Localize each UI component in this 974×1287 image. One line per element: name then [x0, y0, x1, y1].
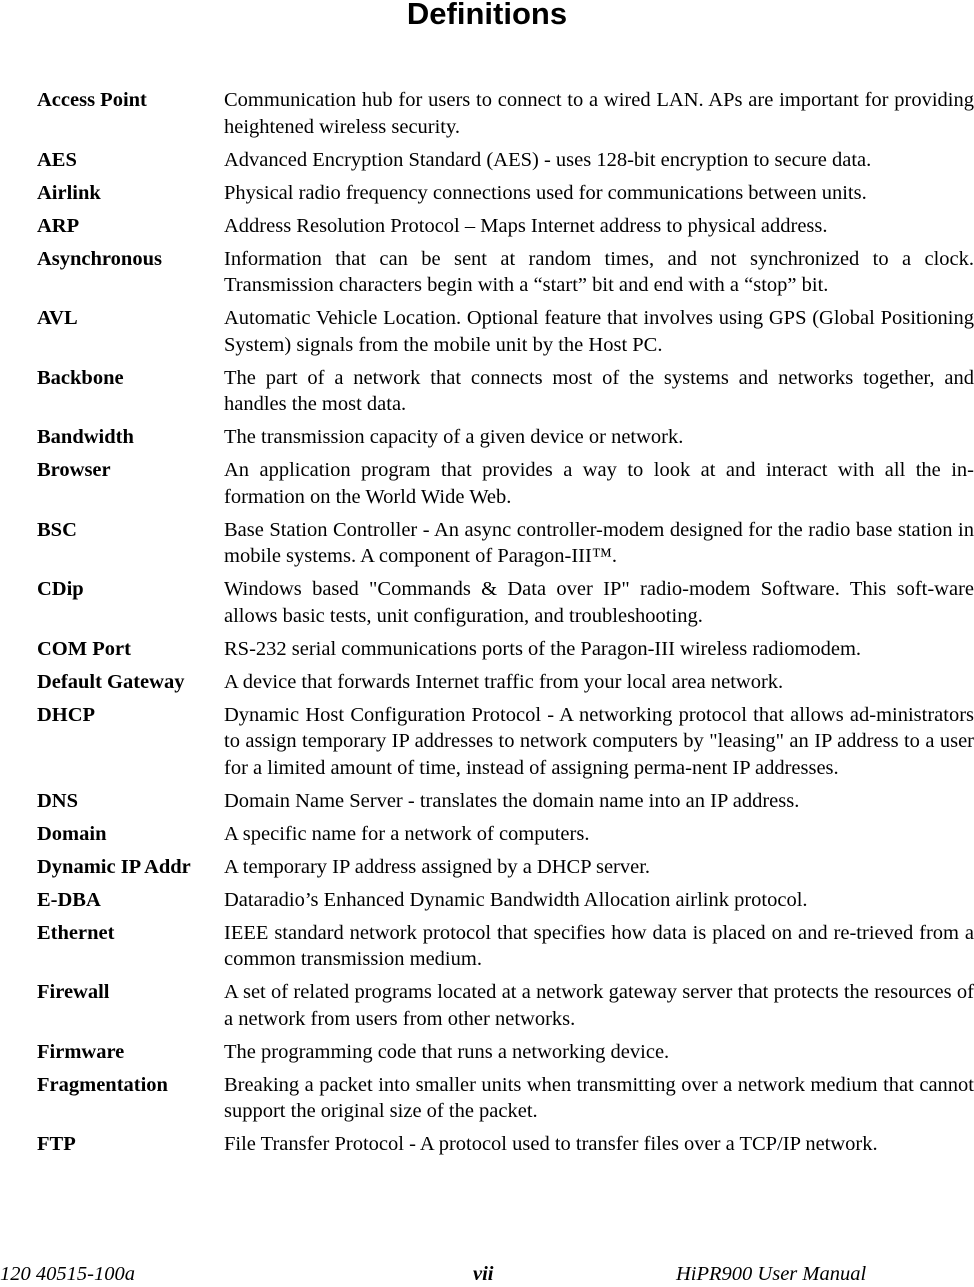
glossary-definition: The programming code that runs a networking device. [224, 1040, 670, 1063]
glossary-definition: A temporary IP address assigned by a DHCP server. [224, 855, 651, 878]
footer-manual-title: HiPR900 User Manual [676, 1263, 867, 1285]
glossary-term: Access Point [37, 89, 147, 111]
glossary-entry [37, 424, 974, 451]
glossary-term: Domain [37, 822, 107, 845]
glossary-definition: A device that forwards Internet traffic from your local area network. [224, 670, 784, 693]
glossary-definition: Dynamic Host Configuration Protocol - A networking protocol that allows ad-ministrators to assign temporary IP addresses to network computers by "leasing" an IP address to a user for a limited amount of time, instead of assigning perma-nent IP addresses. [224, 703, 974, 779]
glossary-definition: Windows based "Commands & Data over IP" radio-modem Software. This soft-ware allows basic tests, unit configuration, and troubleshooting. [224, 578, 974, 627]
glossary-definition: Address Resolution Protocol – Maps Internet address to physical address. [224, 214, 828, 237]
glossary-term: ARP [37, 214, 80, 237]
glossary-term: AES [37, 148, 77, 171]
glossary-term: Asynchronous [37, 247, 162, 270]
glossary-term: Backbone [37, 366, 124, 389]
glossary-definition: Communication hub for users to connect to a wired LAN. APs are important for providing heightened wireless security. [224, 89, 974, 138]
glossary-entry [37, 365, 974, 418]
glossary-entry [37, 1131, 974, 1158]
glossary-term: Airlink [37, 181, 101, 204]
glossary-definition: Breaking a packet into smaller units when transmitting over a network medium that cannot support the original size of the packet. [224, 1073, 974, 1122]
glossary-term: E-DBA [37, 888, 101, 911]
glossary-definition: The transmission capacity of a given device or network. [224, 426, 684, 448]
glossary-entry [37, 576, 974, 629]
glossary-entry [37, 1072, 974, 1125]
glossary-entry [37, 854, 974, 881]
glossary-entry [37, 147, 974, 174]
glossary-entry [37, 788, 974, 815]
glossary-term: Firmware [37, 1040, 125, 1063]
glossary-term: BSC [37, 518, 77, 541]
glossary-definition: Dataradio’s Enhanced Dynamic Bandwidth Allocation airlink protocol. [224, 888, 808, 911]
glossary-definition: Automatic Vehicle Location. Optional feature that involves using GPS (Global Positioning System) signals from the mobile unit by the Host PC. [224, 307, 974, 356]
glossary-entry [37, 87, 974, 140]
glossary-definition: A set of related programs located at a network gateway server that protects the resources of a network from users from other networks. [224, 981, 974, 1030]
page-footer [0, 1261, 974, 1287]
glossary-entry [37, 979, 974, 1032]
glossary-definition: Advanced Encryption Standard (AES) - uses 128-bit encryption to secure data. [224, 148, 872, 171]
glossary-entry [37, 887, 974, 914]
glossary-entry [37, 702, 974, 782]
footer-page-number: vii [473, 1263, 494, 1285]
glossary-list [37, 87, 974, 1164]
glossary-term: Firewall [37, 981, 110, 1003]
glossary-term: DHCP [37, 703, 96, 726]
glossary-definition: Base Station Controller - An async controller-modem designed for the radio base station in mobile systems. A component of Paragon-III™. [224, 518, 974, 567]
glossary-term: Fragmentation [37, 1073, 168, 1096]
glossary-term: Default Gateway [37, 670, 185, 693]
glossary-definition: File Transfer Protocol - A protocol used to transfer files over a TCP/IP network. [224, 1133, 878, 1155]
glossary-entry [37, 517, 974, 570]
glossary-definition: The part of a network that connects most of the systems and networks together, and handles the most data. [224, 366, 974, 415]
glossary-entry [37, 213, 974, 240]
glossary-entry [37, 920, 974, 973]
glossary-definition: RS-232 serial communications ports of the Paragon-III wireless radiomodem. [224, 637, 862, 660]
glossary-definition: IEEE standard network protocol that specifies how data is placed on and re-trieved from a common transmission medium. [224, 921, 974, 970]
glossary-term: COM Port [37, 637, 131, 660]
glossary-entry [37, 669, 974, 696]
glossary-term: CDip [37, 578, 84, 600]
glossary-term: Bandwidth [37, 426, 134, 448]
glossary-entry [37, 1039, 974, 1066]
glossary-term: Browser [37, 459, 111, 481]
glossary-entry [37, 246, 974, 299]
glossary-term: Dynamic IP Addr [37, 855, 191, 878]
glossary-entry [37, 180, 974, 207]
page-title: Definitions [406, 0, 568, 31]
glossary-term: AVL [37, 307, 78, 329]
glossary-term: FTP [37, 1133, 76, 1155]
glossary-term: DNS [37, 789, 79, 812]
glossary-definition: Information that can be sent at random times, and not synchronized to a clock. Transmission characters begin with a “start” bit and end with a “stop” bit. [224, 247, 974, 296]
glossary-term: Ethernet [37, 921, 115, 944]
glossary-definition: An application program that provides a way to look at and interact with all the in-formation on the World Wide Web. [224, 459, 974, 508]
glossary-entry [37, 457, 974, 510]
glossary-entry [37, 636, 974, 663]
glossary-entry [37, 821, 974, 848]
footer-doc-number: 120 40515-100a [0, 1263, 135, 1285]
glossary-definition: Domain Name Server - translates the domain name into an IP address. [224, 789, 800, 812]
glossary-definition: Physical radio frequency connections used for communications between units. [224, 181, 867, 204]
glossary-definition: A specific name for a network of computers. [224, 822, 590, 845]
glossary-entry [37, 305, 974, 358]
